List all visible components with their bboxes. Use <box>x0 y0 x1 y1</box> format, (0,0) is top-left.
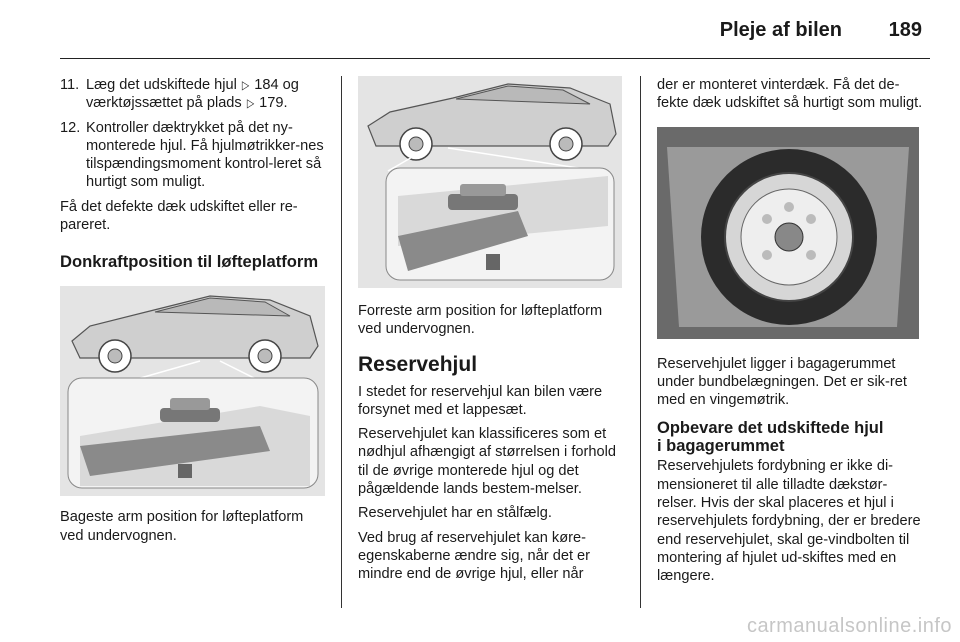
body-paragraph: Få det defekte dæk udskiftet eller re-pareret. <box>60 198 298 234</box>
front-jack-position-illustration <box>358 76 622 288</box>
body-paragraph: Ved brug af reservehjulet kan køre-egenskaberne ændre sig, når det er mindre end de øvrige hjul, eller når <box>358 529 591 583</box>
column-separator <box>341 76 342 608</box>
item-text: Læg det udskiftede hjul ▷ 184 og værktøjssættet på plads ▷ 179. <box>86 77 299 112</box>
watermark: carmanualsonline.info <box>746 615 952 637</box>
body-paragraph: der er monteret vinterdæk. Få det de-fekte dæk udskiftet så hurtigt som muligt. <box>657 77 923 112</box>
page-number: 189 <box>888 19 922 41</box>
section-heading: Donkraftposition til løfteplatform <box>60 252 319 272</box>
figure-caption: Forreste arm position for løfteplatform ved undervognen. <box>358 303 603 338</box>
item-text: Kontroller dæktrykket på det ny-monterede hjul. Få hjulmøtrikker-nes tilspændingsmoment kontrol-leret så hurtigt som muligt. <box>86 119 324 191</box>
page-reference-link[interactable]: 184 og <box>254 77 299 93</box>
section-heading: Opbevare det udskiftede hjul i bagagerummet <box>657 419 884 456</box>
column-2 <box>358 76 624 590</box>
column-separator <box>640 76 641 608</box>
page-reference-arrow-icon: ▷ <box>246 96 255 111</box>
figure-caption: Reservehjulet ligger i bagagerummet under bundbelægningen. Det er sik-ret med en vingemøtrik. <box>657 355 907 409</box>
body-paragraph: I stedet for reservehjul kan bilen være forsynet med et lappesæt. <box>358 383 603 418</box>
item-number: 11. <box>60 77 80 93</box>
column-1 <box>60 76 325 551</box>
item-number: 12. <box>60 119 81 136</box>
list-item <box>60 119 325 192</box>
page-title: Pleje af bilen <box>719 19 842 41</box>
page-reference-arrow-icon: ▷ <box>241 78 250 92</box>
body-paragraph: Reservehjulet har en stålfælg. <box>358 505 552 522</box>
body-paragraph: Reservehjulets fordybning er ikke di-mensioneret til alle tilladte dækstør-relser. Hvis der skal placeres et hjul i reservehjulets fordybning, der er bredere end reservehjulet, skal ge-vindbolten til montering af hjulet ud-skiftes med en længere. <box>657 458 921 585</box>
rear-jack-position-illustration <box>60 286 325 496</box>
column-3 <box>657 76 925 592</box>
page-reference-link[interactable]: 179. <box>259 95 288 112</box>
page-header <box>60 0 930 59</box>
list-item <box>60 76 325 113</box>
section-heading: Reservehjul <box>358 352 478 376</box>
figure-caption: Bageste arm position for løfteplatform ved undervognen. <box>60 509 304 544</box>
body-paragraph: Reservehjulet kan klassificeres som et nødhjul afhængigt af størrelsen i forhold til de øvrige monterede hjul og det pågældende lands bestem-melser. <box>358 426 616 498</box>
spare-wheel-illustration <box>657 127 919 339</box>
